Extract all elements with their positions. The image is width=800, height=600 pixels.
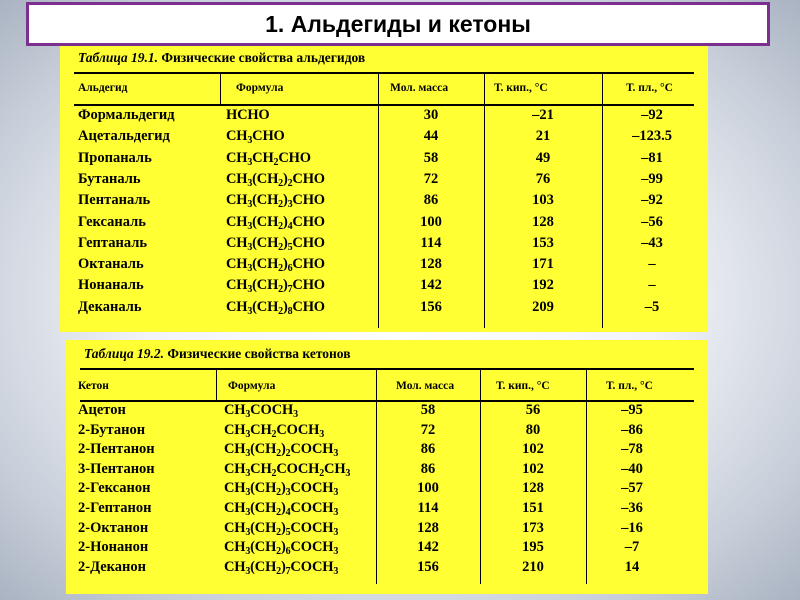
aldehydes-cell-mass: 156 xyxy=(420,298,442,315)
ketones-cell-bp: 56 xyxy=(525,402,541,418)
aldehydes-table-row xyxy=(60,235,708,256)
aldehydes-cell-formula: $СН_3(СН_2)_4СНО$ xyxy=(226,213,325,232)
ketones-cell-mp: –78 xyxy=(621,441,643,458)
aldehydes-cell-formula: НСНО xyxy=(226,107,270,123)
ketones-top-rule xyxy=(80,368,694,370)
aldehydes-header-bp: Т. кип., °С xyxy=(494,82,548,94)
ketones-cell-formula: $СН_3(СН_2)_3СОСН_3$ xyxy=(224,480,339,499)
ketones-table-number: Таблица 19.2. xyxy=(84,346,164,361)
ketones-cell-formula: $СН_3(СН_2)_4СОСН_3$ xyxy=(224,500,339,518)
ketones-col-divider xyxy=(216,368,217,400)
aldehydes-cell-formula: $СН_3(СН_2)_6СНО$ xyxy=(226,256,325,275)
aldehydes-table-row xyxy=(60,214,708,235)
aldehydes-table-row xyxy=(60,299,708,320)
aldehydes-cell-bp: 49 xyxy=(535,149,551,166)
aldehydes-table-row xyxy=(60,150,708,171)
aldehydes-table-row xyxy=(60,277,708,298)
ketones-cell-bp: 195 xyxy=(522,539,544,556)
ketones-cell-mp: –95 xyxy=(621,402,643,418)
aldehydes-cell-name: Бутаналь xyxy=(78,170,141,187)
ketones-table-caption xyxy=(84,346,351,362)
ketones-header-mass: Мол. масса xyxy=(396,380,455,392)
aldehydes-cell-formula: $СН_3(СН_2)_3СНО$ xyxy=(226,192,325,211)
aldehydes-cell-name: Гептаналь xyxy=(78,234,147,251)
ketones-cell-bp: 173 xyxy=(522,519,544,536)
aldehydes-cell-formula: $СН_3СН_2СНО$ xyxy=(226,149,311,168)
ketones-table-row xyxy=(66,441,708,462)
ketones-cell-mass: 72 xyxy=(420,421,436,438)
aldehydes-cell-formula: $СН_3(СН_2)_5СНО$ xyxy=(226,234,325,253)
ketones-cell-bp: 102 xyxy=(522,460,544,477)
ketones-cell-mass: 58 xyxy=(420,402,436,418)
aldehydes-cell-mass: 128 xyxy=(420,256,442,273)
aldehydes-cell-formula: $СН_3(СН_2)_7СНО$ xyxy=(226,277,325,296)
ketones-header-name: Кетон xyxy=(78,380,109,392)
aldehydes-cell-formula: $СН_3(СН_2)_8СНО$ xyxy=(226,298,325,317)
ketones-cell-formula: $СН_3(СН_2)_6СОСН_3$ xyxy=(224,539,339,558)
ketones-cell-mass: 128 xyxy=(417,519,439,536)
aldehydes-table-row xyxy=(60,171,708,192)
ketones-cell-bp: 151 xyxy=(522,500,544,516)
ketones-cell-mp: –86 xyxy=(621,421,643,438)
aldehydes-table-row xyxy=(60,107,708,128)
aldehydes-cell-bp: 128 xyxy=(532,213,554,230)
aldehydes-cell-mp: – xyxy=(648,256,656,273)
ketones-table-row xyxy=(66,480,708,501)
aldehydes-cell-mp: –92 xyxy=(641,192,663,209)
ketones-table-row xyxy=(66,520,708,541)
aldehydes-cell-mp: –43 xyxy=(641,234,663,251)
aldehydes-table-row xyxy=(60,192,708,213)
ketones-table-row xyxy=(66,422,708,443)
aldehydes-table-number: Таблица 19.1. xyxy=(78,50,158,65)
aldehydes-cell-mass: 142 xyxy=(420,277,442,294)
ketones-table-caption-text: Физические свойства кетонов xyxy=(167,346,351,361)
aldehydes-cell-mass: 58 xyxy=(423,149,439,166)
aldehydes-cell-mass: 100 xyxy=(420,213,442,230)
ketones-cell-formula: $СН_3(СН_2)_5СОСН_3$ xyxy=(224,519,339,538)
ketones-cell-formula: $СН_3СН_2СОСН_3$ xyxy=(224,421,325,440)
aldehydes-cell-mass: 114 xyxy=(420,234,442,251)
aldehydes-cell-bp: 76 xyxy=(535,170,551,187)
aldehydes-cell-formula: $СН_3(СН_2)_2СНО$ xyxy=(226,170,325,189)
ketones-cell-name: 2-Бутанон xyxy=(78,421,146,438)
ketones-cell-bp: 102 xyxy=(522,441,544,458)
aldehydes-cell-mp: – xyxy=(648,277,656,294)
aldehydes-cell-mp: –81 xyxy=(641,149,663,166)
aldehydes-cell-name: Пентаналь xyxy=(78,192,151,209)
ketones-cell-formula: $СН_3(СН_2)_7СОСН_3$ xyxy=(224,558,339,577)
ketones-cell-formula: $СН_3(СН_2)_2СОСН_3$ xyxy=(224,441,339,460)
aldehydes-cell-mass: 72 xyxy=(423,170,439,187)
aldehydes-table-caption xyxy=(78,50,365,66)
aldehydes-header-name: Альдегид xyxy=(78,82,128,94)
ketones-table-row xyxy=(66,500,708,521)
ketones-cell-mp: –36 xyxy=(621,500,643,516)
ketones-cell-mp: –40 xyxy=(621,460,643,477)
aldehydes-cell-name: Формальдегид xyxy=(78,107,175,123)
ketones-cell-name: 2-Нонанон xyxy=(78,539,149,556)
aldehydes-cell-mass: 44 xyxy=(423,128,439,145)
slide-title: 1. Альдегиды и кетоны xyxy=(265,10,531,37)
aldehydes-cell-bp: 192 xyxy=(532,277,554,294)
ketones-table-row xyxy=(66,559,708,580)
ketones-cell-mp: –16 xyxy=(621,519,643,536)
ketones-header-mp: Т. пл., °С xyxy=(606,380,653,392)
ketones-table-row xyxy=(66,539,708,560)
aldehydes-header-mp: Т. пл., °С xyxy=(626,82,673,94)
aldehydes-cell-mass: 30 xyxy=(423,107,439,123)
aldehydes-cell-name: Пропаналь xyxy=(78,149,152,166)
aldehydes-header-formula: Формула xyxy=(236,82,284,94)
aldehydes-cell-mp: –123.5 xyxy=(632,128,672,145)
aldehydes-table xyxy=(60,46,708,332)
aldehydes-cell-bp: –21 xyxy=(532,107,554,123)
ketones-cell-name: 2-Гексанон xyxy=(78,480,151,497)
aldehydes-cell-mp: –99 xyxy=(641,170,663,187)
ketones-table-row xyxy=(66,402,708,423)
ketones-cell-name: 2-Гептанон xyxy=(78,500,152,516)
slide-title-box xyxy=(26,2,770,46)
ketones-cell-mass: 86 xyxy=(420,460,436,477)
ketones-cell-mp: 14 xyxy=(624,558,640,575)
aldehydes-cell-mass: 86 xyxy=(423,192,439,209)
ketones-cell-bp: 210 xyxy=(522,558,544,575)
ketones-cell-mass: 114 xyxy=(417,500,439,516)
aldehydes-cell-name: Октаналь xyxy=(78,256,144,273)
ketones-cell-name: 2-Деканон xyxy=(78,558,147,575)
ketones-cell-name: 2-Пентанон xyxy=(78,441,155,458)
aldehydes-top-rule xyxy=(74,72,694,74)
aldehydes-header-rule xyxy=(74,104,694,106)
ketones-header-formula: Формула xyxy=(228,380,276,392)
aldehydes-cell-bp: 153 xyxy=(532,234,554,251)
aldehydes-cell-mp: –5 xyxy=(644,298,660,315)
ketones-cell-mp: –57 xyxy=(621,480,643,497)
aldehydes-table-row xyxy=(60,256,708,277)
aldehydes-table-caption-text: Физические свойства альдегидов xyxy=(161,50,366,65)
ketones-cell-mass: 86 xyxy=(420,441,436,458)
ketones-cell-name: 2-Октанон xyxy=(78,519,149,536)
aldehydes-cell-bp: 103 xyxy=(532,192,554,209)
ketones-cell-mp: –7 xyxy=(624,539,640,556)
ketones-cell-bp: 80 xyxy=(525,421,541,438)
aldehydes-cell-name: Нонаналь xyxy=(78,277,144,294)
ketones-cell-bp: 128 xyxy=(522,480,544,497)
aldehydes-header-mass: Мол. масса xyxy=(390,82,449,94)
ketones-cell-name: 3-Пентанон xyxy=(78,460,155,477)
aldehydes-cell-name: Гексаналь xyxy=(78,213,146,230)
ketones-cell-formula: $СН_3СОСН_3$ xyxy=(224,402,298,420)
ketones-cell-name: Ацетон xyxy=(78,402,126,418)
aldehydes-cell-bp: 171 xyxy=(532,256,554,273)
aldehydes-cell-name: Ацетальдегид xyxy=(78,128,170,145)
ketones-cell-mass: 142 xyxy=(417,539,439,556)
aldehydes-cell-mp: –56 xyxy=(641,213,663,230)
aldehydes-cell-name: Деканаль xyxy=(78,298,142,315)
aldehydes-col-divider xyxy=(220,72,221,104)
aldehydes-cell-bp: 21 xyxy=(535,128,551,145)
aldehydes-cell-formula: $СН_3СНО$ xyxy=(226,128,285,147)
aldehydes-cell-bp: 209 xyxy=(532,298,554,315)
ketones-table xyxy=(66,340,708,594)
ketones-header-bp: Т. кип., °С xyxy=(496,380,550,392)
ketones-cell-formula: $СН_3СН_2СОСН_2СН_3$ xyxy=(224,460,351,479)
aldehydes-table-row xyxy=(60,128,708,149)
ketones-cell-mass: 156 xyxy=(417,558,439,575)
ketones-cell-mass: 100 xyxy=(417,480,439,497)
ketones-table-row xyxy=(66,461,708,482)
aldehydes-cell-mp: –92 xyxy=(641,107,663,123)
